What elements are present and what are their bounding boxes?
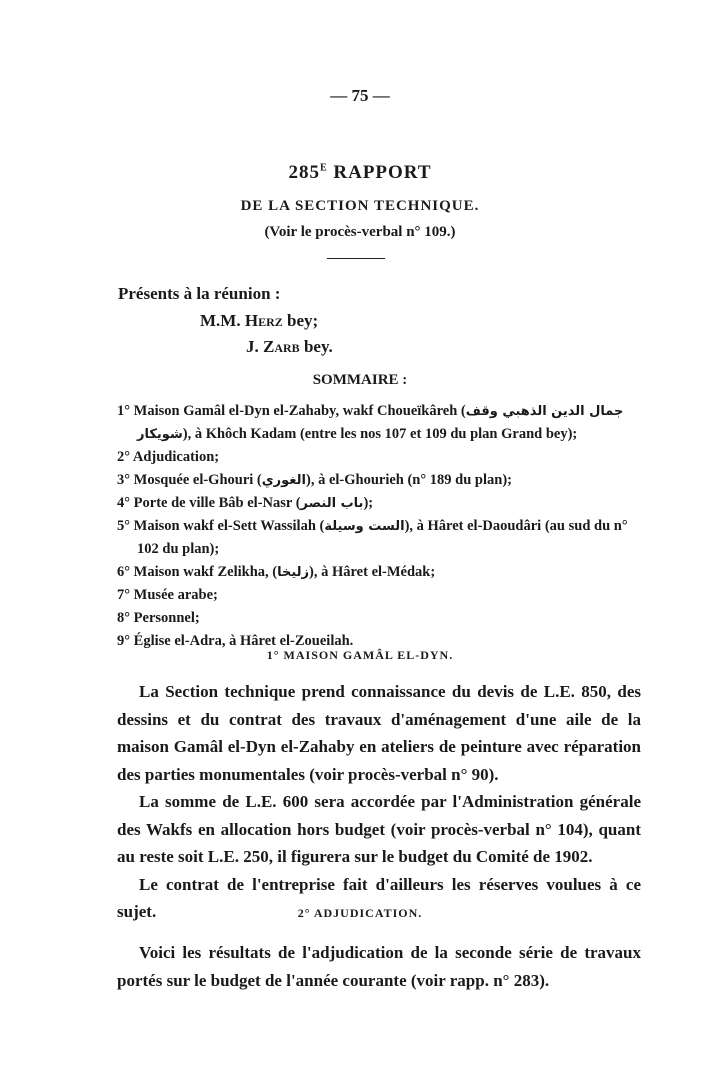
presents-label: Présents à la réunion : [118,284,281,303]
member [246,337,333,357]
divider [327,258,385,259]
member-name: Herz [244,311,283,330]
item-text: 7° Musée arabe; [117,587,218,603]
report-subtitle: DE LA SECTION TECHNIQUE. [240,198,480,214]
item-text: 1° Maison Gamâl el-Dyn el-Zahaby, wakf Choueïkâreh ( [117,403,466,419]
item-text: 5° Maison wakf el-Sett Wassilah ( [117,518,325,534]
sommaire-item [117,584,641,607]
paragraph: La Section technique prend connaissance du devis de L.E. 850, des dessins et du contrat des travaux d'aménagement d'une aile de la maison Gamâl el-Dyn el-Zahaby en ateliers de peinture avec réparation des parties monumentales (voir procès-verbal n° 90). [117,682,641,784]
page-number: — 75 — [330,86,390,105]
item-text: 4° Porte de ville Bâb el-Nasr ( [117,495,301,511]
sommaire-title: SOMMAIRE : [312,372,408,388]
report-reference: (Voir le procès-verbal n° 109.) [264,224,456,240]
member-name: Zarb [263,337,300,356]
item-arabic: الست وسيلة [324,519,405,534]
sommaire-item [117,561,641,584]
item-text: ), à Khôch Kadam (entre les nos 107 et 109 du plan Grand bey); [182,426,578,442]
item-text: ), à Hâret el-Daoudâri (au sud du n° 102 du plan); [137,518,628,557]
report-number-suffix: E [319,162,328,174]
sommaire-item [117,400,641,446]
sommaire-item [117,446,641,469]
item-text: ), à el-Ghourieh (n° 189 du plan); [305,472,512,488]
paragraph: Le contrat de l'entreprise fait d'ailleurs les réserves voulues à ce sujet. [117,874,641,921]
member-prefix: M.M. [200,311,245,330]
member-suffix: bey. [299,337,333,356]
item-text: ), à Hâret el-Médak; [309,564,436,580]
item-text: ); [363,495,374,511]
item-arabic: زليخا [277,565,310,580]
sommaire-list [117,400,641,653]
item-arabic: باب النصر [300,496,364,511]
member-prefix: J. [246,337,263,356]
report-title [0,162,720,184]
section-heading-2: 2° ADJUDICATION. [297,906,423,920]
item-text: 8° Personnel; [117,610,200,626]
member [200,311,318,331]
item-text: 9° Église el-Adra, à Hâret el-Zoueilah. [117,633,354,649]
member-suffix: bey; [282,311,319,330]
paragraph: Voici les résultats de l'adjudication de la seconde série de travaux portés sur le budget de l'année courante (voir rapp. n° 283). [117,943,641,990]
item-arabic: الغوري [261,473,306,488]
sommaire-item [117,515,641,561]
paragraph: La somme de L.E. 600 sera accordée par l'Administration générale des Wakfs en allocation hors budget (voir procès-verbal n° 104), quant au reste soit L.E. 250, il figurera sur le budget du Comité de 1902. [117,792,641,866]
sommaire-item [117,607,641,630]
sommaire-item [117,492,641,515]
report-word: RAPPORT [333,162,432,183]
item-text: 2° Adjudication; [117,449,220,465]
report-number: 285 [288,162,320,183]
section-body-2 [117,939,641,994]
item-text: 6° Maison wakf Zelikha, ( [117,564,278,580]
item-arabic: جمال الدين الذهبي وقف شويكار [137,404,624,442]
section-heading-1: 1° MAISON GAMÂL EL-DYN. [266,648,454,662]
section-body-1 [117,678,641,926]
item-text: 3° Mosquée el-Ghouri ( [117,472,262,488]
sommaire-item [117,469,641,492]
